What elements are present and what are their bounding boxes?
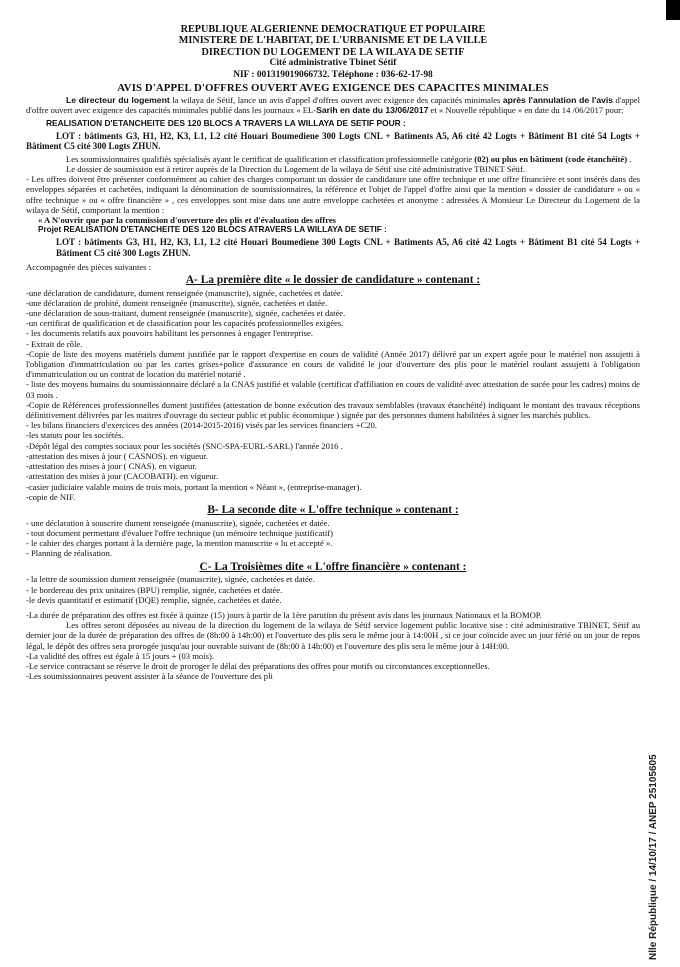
list-item: -une déclaration de candidature, dument renseignée (manuscrite), signée, cachetées et datée. [26, 287, 343, 298]
scan-edge-mark [666, 0, 680, 20]
assister-line: -Les soumissionnaires peuvent assister à la séance de l'ouverture des pli [26, 671, 273, 682]
list-item: -Dépôt légal des comptes sociaux pour les sociétés (SNC-SPA-EURL-SARL) l'année 2016 . [26, 440, 343, 451]
intro-bold-3: Sarih en date du 13/06/2017 [316, 105, 429, 116]
list-item: - les documents relatifs aux pouvoirs habilitant les personnes à engager l'entreprise. [26, 328, 313, 339]
lot-description-2: LOT : bâtiments G3, H1, H2, K3, L1, L2 cité Houari Boumediene 300 Logts CNL + Batiments A5, A6 cité 42 Logts + Bâtiment B1 cité 54 Logts + Bâtiment C5 cité 300 Logts ZHUN. [56, 237, 640, 259]
soumissionnaires-text-2: . [627, 153, 632, 164]
intro-text-2: d'appel d'offre ouvert avec exigence des capacités minimales publié dans les journaux « EL- [26, 95, 641, 116]
list-item: -attestation des mises à jour (CACOBATH). en vigueur. [26, 471, 219, 482]
top-margin [0, 0, 680, 8]
list-item: -une déclaration de sous-traitant, dument renseignée (manuscrite), signée, cachetées et datée. [26, 308, 346, 319]
intro-text-3: et « Nouvelle république » en date du 14 /06/2017 pour: [428, 105, 624, 116]
soumissionnaires-text-1: Les soumissionnaires qualifiés spécialisés ayant le certificat de qualification et classification professionnelle catégorie [66, 153, 475, 164]
service-paragraph: -Le service contractant se réserve le droit de proroger le délai des préparations des offres pour motifs ou circonstances exceptionnelles. [26, 660, 490, 671]
mention-line-2: Projet REALISATION D'ETANCHEITE DES 120 BLOCS ATRAVERS LA WILLAYA DE SETIF : [38, 225, 387, 235]
list-item: -un certificat de qualification et de classification pour les capacités professionnelles exigées. [26, 318, 344, 329]
soumissionnaires-paragraph [26, 154, 640, 164]
header-line-2: MINISTERE DE L'HABITAT, DE L'URBANISME ET DE LA VILLE [178, 35, 488, 47]
intro-paragraph [26, 95, 640, 115]
section-c-list [26, 574, 640, 605]
list-item: -Copie de liste des moyens matériels dument justifiée par le rapport d'expertise en cours de validité (Année 2017) délivré par un expert agrée pour le matériel non assujetti à l'obligation d'immatriculation ou par les cartes grises+police d'assurance en cours de validité le jour d'ouverture des plis pour le matériel roulant assujetti à l'obligation d'immatriculation ou un contrat de location du matériel notarié . [26, 348, 640, 380]
intro-bold-1: Le directeur du logement [66, 95, 170, 106]
header-line-5: NIF : 001319019066732. Téléphone : 036-62-17-98 [233, 69, 433, 80]
list-item: -copie de NIF. [26, 491, 76, 502]
publication-reference: Nlle République / 14/10/17 / ANEP 25105605 [648, 754, 659, 960]
offres-paragraph: - Les offres doivent être présenter conformément au cahier des charges comportant un dossier de candidature une offre technique et une offre financière et sont insérés dans des enveloppes séparées et cachetées, indiquant la dénomination de soumissionnaires, la référence et l'objet de l'appel d'offre ainsi que la mention « dossier de candidature » ou « offre technique » ou « offre financière » , ces enveloppes sont mise dans une autre enveloppe cachetées et anonyme : adressées A Monsieur Le Directeur du Logement de la wilaya de Sétif, comportant la mention : [26, 174, 640, 215]
list-item: -le devis quantitatif et estimatif (DQE) remplie, signée, cachetées et datée. [26, 594, 282, 605]
intro-bold-2: après l'annulation de l'avis [502, 95, 614, 106]
tender-notice [26, 24, 640, 681]
header-line-4: Cité administrative Tbinet Sétif [269, 58, 397, 69]
list-item: - les bilans financiers d'exercices des années (2014-2015-2016) visés par les services financiers +C20. [26, 420, 377, 431]
list-item: -attestation des mises à jour ( CASNOS). en vigueur. [26, 450, 208, 461]
list-item: -casier judiciaire valable moins de trois mois, portant la mention « Néant », (entreprise-manager). [26, 481, 362, 492]
depot-paragraph: Les offres seront déposées au niveau de la direction du logement de la wilaya de Sétif service logement public locative sise : cité administrative TBINET, Sétif au dernier jour de la durée de préparation des offres de (8h:00 à 14h:00) et l'ouverture des plis sera le même jour à 14:00H , si ce jour coïncide avec un jour férié ou un jour de repos légal, le dépôt des offres sera prorogée jusqu'au jour ouvrable suivant de (8h:00 à 14h:00) et l'ouverture des plis sera le même jour à 14H:00. [26, 620, 640, 651]
validite-line: -La validité des offres est égale à 15 jours + (03 mois). [26, 650, 214, 661]
list-item: -attestation des mises à jour ( CNAS). en vigueur. [26, 461, 197, 472]
list-item: - une déclaration à souscrire dument renseignée (manuscrite), signée, cachetées et datée. [26, 517, 330, 528]
header-line-3: DIRECTION DU LOGEMENT DE LA WILAYA DE SETIF [201, 46, 465, 58]
section-b-title: B- La seconde dite « L'offre technique » contenant : [207, 503, 459, 516]
duree-paragraph: -La durée de préparation des offres est fixée à quinze (15) jours à partir de la 1ère parution du présent avis dans les journaux Nationaux et la BOMOP. [26, 609, 542, 620]
lot-description-1: LOT : bâtiments G3, H1, H2, K3, L1, L2 cité Houari Boumediene 300 Logts CNL + Batiments A5, A6 cité 42 Logts + Bâtiment B1 cité 54 Logts + Bâtiment C5 cité 300 Logts ZHUN. [26, 130, 640, 152]
list-item: - Extrait de rôle. [26, 338, 83, 349]
list-item: - la lettre de soumission dument renseignée (manuscrite), signée, cachetées et datée. [26, 574, 315, 585]
section-b-list [26, 518, 640, 559]
list-item: -Copie de Références professionnelles dument justifiées (attestation de bonne exécution des travaux semblables (travaux étanchéité) indiquant le montant des travaux réceptions définitivement délivrées par les maitres d'ouvrage du secteur public et public économique ) signée par des personnes dument habilitées à signer les marchés publics. [26, 399, 640, 421]
accompagnee-line: Accompagnée des pièces suivantes : [26, 261, 152, 272]
section-a-list [26, 288, 640, 502]
list-item: -les statuts pour les sociétés. [26, 430, 124, 441]
section-c-title: C- La Troisièmes dite « L'offre financière » contenant : [199, 560, 467, 573]
list-item: -une déclaration de probité, dument renseignée (manuscrite), signée, cachetées et datée. [26, 297, 328, 308]
mention-line-1: « A N'ouvrir que par la commission d'ouverture des plis et d'évaluation des offres [38, 215, 337, 226]
dossier-paragraph: Le dossier de soumission est à retirer auprès de la Direction du Logement de la wilaya de Sétif sise cité administrative TBINET Sétif. [66, 164, 526, 175]
list-item: - tout document permettant d'évaluer l'offre technique (un mémoire technique justificatif) [26, 527, 333, 538]
intro-text-1: la wilaya de Sétif, lance un avis d'appel d'offres ouvert avec exigence des capacités minimales [169, 95, 503, 106]
soumissionnaires-bold: (02) ou plus en bâtiment (code étanchéité) [474, 153, 628, 164]
realisation-heading: REALISATION D'ETANCHEITE DES 120 BLOCS A TRAVERS LA WILLAYA DE SETIF POUR : [46, 118, 406, 129]
header-line-1: REPUBLIQUE ALGERIENNE DEMOCRATIQUE ET POPULAIRE [180, 24, 486, 35]
notice-title: AVIS D'APPEL D'OFFRES OUVERT AVEG EXIGENCE DES CAPACITES MINIMALES [117, 82, 549, 95]
list-item: - Planning de réalisation. [26, 548, 112, 559]
section-a-title: A- La première dite « le dossier de candidature » contenant : [185, 273, 481, 286]
list-item: - le cahier des charges portant à la dernière page, la mention manuscrite « lu et accepté ». [26, 538, 333, 549]
list-item: - le bordereau des prix unitaires (BPU) remplie, signée, cachetées et datée. [26, 584, 283, 595]
list-item: - liste des moyens humains du soumissionnaire déclaré a la CNAS justifié et valable (certificat d'affiliation en cours de validité avec attestation de sucée pour les cadres) moins de 03 mois . [26, 379, 640, 400]
